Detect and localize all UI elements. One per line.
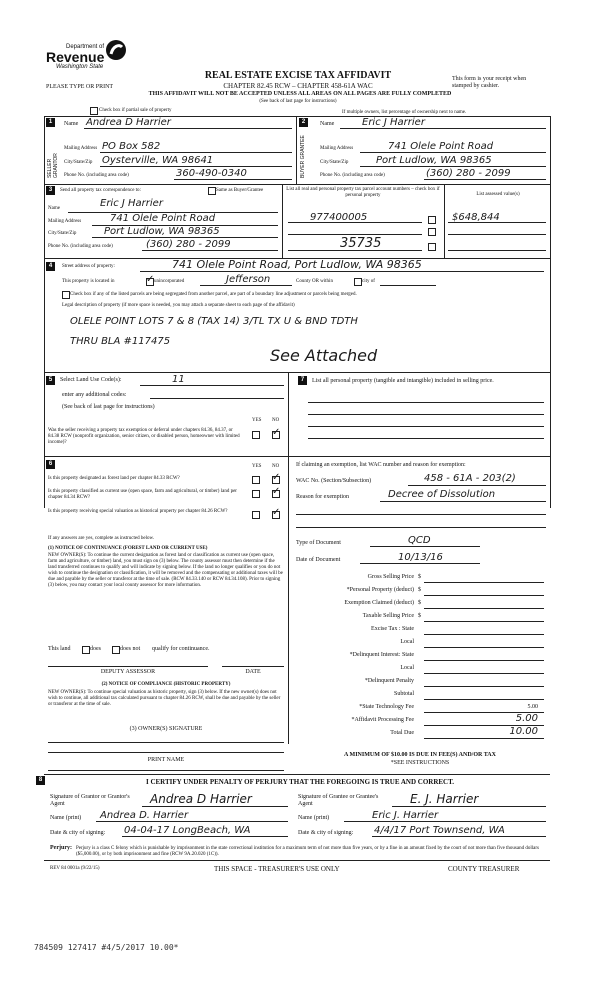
does-not-checkbox[interactable] [112, 646, 120, 654]
grantor-sig-label: Signature of Grantor or Grantor's Agent [50, 794, 130, 807]
section-3-number: 3 [46, 186, 55, 195]
qualify-label: qualify for continuance. [152, 646, 210, 652]
owner-signature-label: (3) OWNER(S) SIGNATURE [129, 726, 203, 732]
doc-date-value[interactable]: 10/13/16 [398, 552, 443, 563]
s1-city-value[interactable]: Oysterville, WA 98641 [102, 155, 214, 166]
s2-name-label: Name [320, 121, 335, 127]
dor-emblem-icon [104, 38, 128, 62]
s5-see-back: (See back of last page for instructions) [62, 404, 155, 410]
segregated-checkbox[interactable] [62, 291, 70, 299]
fee-value[interactable]: 5.00 [515, 713, 538, 724]
grantee-signature[interactable]: E. J. Harrier [410, 792, 479, 806]
fee-label: *Personal Property (deduct) [346, 587, 414, 593]
grantor-date-label: Date & city of signing: [50, 830, 106, 836]
grantor-signature[interactable]: Andrea D Harrier [150, 792, 252, 806]
unincorporated-label: unincorporated [154, 279, 185, 284]
partial-sale-checkbox[interactable] [90, 107, 98, 115]
print-name-label: PRINT NAME [147, 757, 185, 763]
s3-mailing-label: Mailing Address [48, 219, 82, 224]
see-instructions-note: *SEE INSTRUCTIONS [390, 760, 450, 766]
historic-yes-checkbox[interactable] [252, 511, 260, 519]
exemption-question: Was the seller receiving a property tax exemption or deferral under chapters 84.36, 84.37, or 84.38 RCW (nonprofit organization, senior citizen, or disabled person, homeowner with limited income)? [48, 428, 240, 445]
perjury-label: Perjury: [50, 845, 72, 851]
historic-question: Is this property receiving special valuation as historical property per chapter 84.26 RCW? [48, 509, 228, 514]
forest-question: Is this property designated as forest land per chapter 84.33 RCW? [48, 476, 180, 481]
s1-phone-value[interactable]: 360-490-0340 [176, 168, 247, 179]
historic-no-checkbox[interactable] [272, 511, 280, 519]
multiple-owners-note: If multiple owners, list percentage of ownership next to name. [342, 110, 467, 115]
date-label: DATE [245, 669, 261, 675]
forest-yes-checkbox[interactable] [252, 476, 260, 484]
s3-city-label: City/State/Zip [48, 231, 77, 236]
county-value[interactable]: Jefferson [226, 274, 271, 285]
fee-table [292, 572, 548, 740]
fee-label: Local [400, 665, 414, 671]
street-label: Street address of property: [62, 264, 115, 269]
legal-label: Legal description of property (if more space is needed, you may attach a separate sheet to each page of the affidavit) [62, 303, 295, 308]
notice-continuance-title: (1) NOTICE OF CONTINUANCE (FOREST LAND OR CURRENT USE) [48, 546, 208, 551]
fee-label: *Delinquent Interest: State [349, 652, 414, 658]
s2-phone-value[interactable]: (360) 280 - 2099 [426, 168, 511, 179]
notice-compliance-title: (2) NOTICE OF COMPLIANCE (HISTORIC PROPERTY) [101, 682, 231, 687]
s3-mailing-value[interactable]: 741 Olele Point Road [110, 213, 216, 224]
grantee-name[interactable]: Eric J. Harrier [372, 810, 439, 821]
fee-label: Gross Selling Price [367, 574, 414, 580]
same-as-buyer-checkbox[interactable] [208, 187, 216, 195]
fee-label: Taxable Selling Price [362, 613, 414, 619]
grantee-sig-label: Signature of Grantee or Grantee's Agent [298, 794, 379, 807]
fee-label: *Delinquent Penalty [364, 678, 414, 684]
section-4-number: 4 [46, 262, 55, 271]
notice-compliance-body: NEW OWNER(S): To continue special valuation as historic property, sign (3) below. If the new owner(s) does not wish to continue, all additional tax calculated pursuant to chapter 84.26 RCW, shall be due and payable by the seller or transferor at the time of sale. [48, 690, 281, 707]
section-8-number: 8 [36, 776, 45, 785]
located-prefix: This property is located in [62, 279, 115, 284]
minimum-due-note: A MINIMUM OF $10.00 IS DUE IN FEE(S) AND/OR TAX [344, 752, 496, 758]
s3-name-value[interactable]: Eric J Harrier [100, 198, 163, 209]
reason-label: Reason for exemption [296, 494, 349, 500]
s1-mailing-value[interactable]: PO Box 582 [102, 141, 161, 152]
s3-phone-value[interactable]: (360) 280 - 2099 [146, 239, 231, 250]
fee-row [292, 689, 548, 701]
s1-name-label: Name [64, 121, 79, 127]
grantor-name-label: Name (print) [50, 815, 82, 821]
form-revision: REV 84 0001a (9/22/15) [50, 866, 100, 871]
reason-value[interactable]: Decree of Dissolution [388, 489, 496, 500]
current-use-no-checkbox[interactable] [272, 490, 280, 498]
fee-label: *State Technology Fee [359, 704, 414, 710]
section-6-number: 6 [46, 460, 55, 469]
fee-label: Exemption Claimed (deduct) [344, 600, 414, 606]
fee-currency: $ [418, 613, 421, 619]
land-use-label: Select Land Use Code(s): [60, 377, 122, 383]
s5-yes: YES [252, 418, 262, 423]
fee-label: Excise Tax : State [371, 626, 414, 632]
notice-continuance-body: NEW OWNER(S): To continue the current designation as forest land or classification as current use (open space, farm and agriculture, or timber) land, you must sign on (3) below. The county assessor must then determine if the land transferred continues to qualify and will indicate by signing below. If the land no longer qualifies or you do not wish to continue the designation or classification, it will be removed and the compensating or additional taxes will be due and payable by the seller or transferor at the time of sale. (RCW 84.33.140 or RCW 84.34.108). Prior to signing (3) below, you may contact your local county assessor for more information. [48, 553, 283, 588]
fee-row [292, 624, 548, 636]
legal-line-1[interactable]: OLELE POINT LOTS 7 & 8 (TAX 14) 3/TL TX U & BND TDTH [70, 316, 358, 327]
fee-row [292, 598, 548, 610]
fee-row [292, 728, 548, 740]
form-see-back: (See back of last page for instructions) [259, 99, 337, 104]
grantor-name[interactable]: Andrea D. Harrier [100, 810, 189, 821]
s6-yes: YES [252, 464, 262, 469]
section-2-number: 2 [299, 118, 308, 127]
fee-row [292, 676, 548, 688]
fee-currency: $ [418, 574, 421, 580]
s3-phone-label: Phone No. (including area code) [48, 244, 113, 249]
s2-city-label: City/State/Zip [320, 160, 349, 165]
dor-logo [46, 38, 146, 78]
section-5-number: 5 [46, 376, 55, 385]
parcel-2-personal-checkbox[interactable] [428, 228, 436, 236]
grantor-date[interactable]: 04-04-17 LongBeach, WA [124, 825, 251, 836]
buyer-grantee-label: BUYER GRANTEE [300, 135, 306, 178]
parcel-3[interactable]: 35735 [340, 236, 382, 251]
current-use-question: Is this property classified as current use (open space, farm and agricultural, or timber) land per chapter 84.34 RCW? [48, 489, 237, 500]
form-title: REAL ESTATE EXCISE TAX AFFIDAVIT [204, 70, 392, 81]
s3-city-value[interactable]: Port Ludlow, WA 98365 [104, 226, 220, 237]
exemption-yes-checkbox[interactable] [252, 431, 260, 439]
does-checkbox[interactable] [82, 646, 90, 654]
s1-phone-label: Phone No. (including area code) [64, 173, 129, 178]
s5-no: NO [272, 418, 280, 423]
parcel-1[interactable]: 977400005 [310, 212, 368, 223]
state-line: Washington State [56, 64, 104, 70]
segregated-label: Check box if any of the listed parcels are being segregated from another parcel, are part of a boundary line adjustment or parcels being merged. [70, 292, 357, 297]
fee-value[interactable]: 5.00 [527, 704, 538, 710]
form-chapter: CHAPTER 82.45 RCW – CHAPTER 458-61A WAC [223, 82, 373, 90]
assessed-header: List assessed value(s) [476, 192, 520, 197]
s2-mailing-label: Mailing Address [320, 146, 354, 151]
additional-codes-label: enter any additional codes: [62, 392, 127, 398]
s2-phone-label: Phone No. (including area code) [320, 173, 385, 178]
city-of-label: city of [362, 279, 375, 284]
fee-row [292, 637, 548, 649]
city-of-checkbox[interactable] [354, 278, 362, 286]
forest-no-checkbox[interactable] [272, 476, 280, 484]
fee-row [292, 650, 548, 662]
doc-type-value[interactable]: QCD [408, 535, 431, 546]
s2-mailing-value[interactable]: 741 Olele Point Road [388, 141, 494, 152]
doc-date-label: Date of Document [296, 557, 341, 563]
parcel-header: List all real and personal property tax parcel account numbers – check box if personal property [286, 187, 440, 198]
deputy-assessor-label: DEPUTY ASSESSOR [100, 669, 156, 675]
form-warning: THIS AFFIDAVIT WILL NOT BE ACCEPTED UNLESS ALL AREAS ON ALL PAGES ARE FULLY COMPLETED [148, 91, 452, 97]
if-yes-note: If any answers are yes, complete as instructed below. [48, 536, 155, 541]
certify-statement: I CERTIFY UNDER PENALTY OF PERJURY THAT THE FOREGOING IS TRUE AND CORRECT. [145, 778, 454, 786]
does-not-label: does not [120, 646, 141, 652]
dept-line: Department of [66, 44, 105, 50]
personal-property-label: List all personal property (tangible and intangible) included in selling price. [312, 378, 494, 384]
grantee-date-label: Date & city of signing: [298, 830, 354, 836]
treasurer-space: THIS SPACE - TREASURER'S USE ONLY [214, 865, 340, 873]
see-attached[interactable]: See Attached [270, 346, 378, 365]
s3-send-label: Send all property tax correspondence to: [60, 188, 141, 193]
s3-name-label: Name [48, 206, 60, 211]
revenue-wordmark: Revenue [46, 49, 105, 65]
fee-currency: $ [418, 587, 421, 593]
fee-label: Subtotal [393, 691, 414, 697]
perjury-text: Perjury is a class C felony which is punishable by imprisonment in the state correctional institution for a maximum term of not more than five years, or by a fine in an amount fixed by the court of not more than five thousand dollars ($5,000.00), or by both imprisonment and fine (RCW 9A.20.020 (1C)). [76, 846, 539, 857]
fee-row [292, 585, 548, 597]
wac-value[interactable]: 458 - 61A - 203(2) [424, 473, 516, 484]
fee-label: *Affidavit Processing Fee [351, 717, 414, 723]
fee-row [292, 572, 548, 584]
fee-row [292, 663, 548, 675]
section-1-number: 1 [46, 118, 55, 127]
same-as-buyer-label: Same as Buyer/Grantee [216, 188, 264, 193]
street-value[interactable]: 741 Olele Point Road, Port Ludlow, WA 98365 [172, 258, 422, 271]
does-label: does [90, 646, 101, 652]
county-treasurer: COUNTY TREASURER [448, 865, 520, 873]
receipt-note: This form is your receipt when stamped by cashier. [452, 76, 527, 89]
land-use-value[interactable]: 11 [172, 374, 185, 385]
exemption-claim-label: If claiming an exemption, list WAC number and reason for exemption: [296, 462, 466, 468]
s1-name-value[interactable]: Andrea D Harrier [86, 117, 171, 128]
seller-grantor-label: SELLER GRANTOR [47, 153, 59, 178]
print-note: PLEASE TYPE OR PRINT [46, 84, 114, 90]
unincorporated-checkbox[interactable] [146, 278, 154, 286]
s1-mailing-label: Mailing Address [64, 146, 98, 151]
exemption-no-checkbox[interactable] [272, 431, 280, 439]
parcel-1-personal-checkbox[interactable] [428, 216, 436, 224]
fee-currency: $ [418, 600, 421, 606]
assessed-1[interactable]: $648,844 [452, 212, 500, 223]
fee-label: Local [400, 639, 414, 645]
fee-label: Total Due [390, 730, 414, 736]
this-land-label: This land [48, 646, 71, 652]
recording-stamp: 784509 127417 #4/5/2017 10.00* [34, 943, 179, 952]
partial-sale-label: Check box if partial sale of property [99, 108, 172, 113]
s2-name-value[interactable]: Eric J Harrier [362, 117, 425, 128]
fee-value[interactable]: 10.00 [509, 726, 538, 737]
s1-city-label: City/State/Zip [64, 160, 93, 165]
parcel-3-personal-checkbox[interactable] [428, 243, 436, 251]
fee-row [292, 611, 548, 623]
county-label: County OR within [296, 279, 333, 284]
grantee-date[interactable]: 4/4/17 Port Townsend, WA [374, 825, 505, 836]
grantee-name-label: Name (print) [298, 815, 330, 821]
wac-label: WAC No. (Section/Subsection) [296, 478, 372, 484]
legal-line-2[interactable]: THRU BLA #117475 [70, 336, 171, 347]
doc-type-label: Type of Document [296, 540, 341, 546]
current-use-yes-checkbox[interactable] [252, 490, 260, 498]
section-7-number: 7 [298, 376, 307, 385]
s2-city-value[interactable]: Port Ludlow, WA 98365 [376, 155, 492, 166]
s6-no: NO [272, 464, 280, 469]
